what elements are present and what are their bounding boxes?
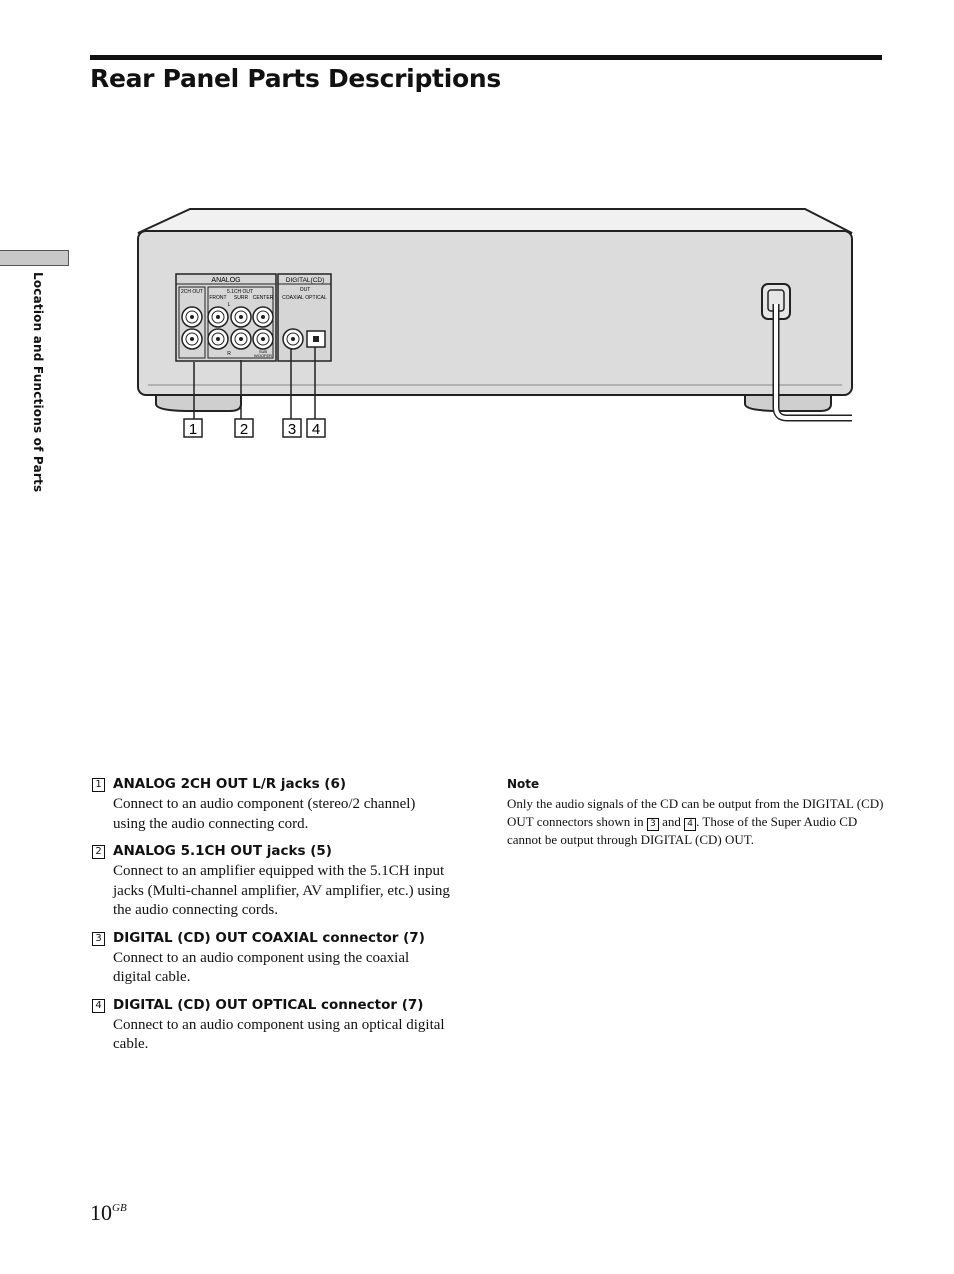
section-tab-label: Location and Functions of Parts	[31, 272, 45, 493]
rear-panel-svg	[130, 200, 860, 450]
out-label: OUT	[299, 287, 311, 293]
surr-label: SURR	[233, 295, 249, 301]
rca-jack[interactable]	[208, 329, 228, 349]
callout-4: 4	[311, 421, 321, 438]
rca-jack[interactable]	[231, 307, 251, 327]
item-number-box: 3	[92, 932, 105, 946]
right-foot	[745, 396, 831, 411]
parts-list	[90, 775, 450, 1063]
item-heading: ANALOG 5.1CH OUT jacks (5)	[113, 843, 332, 859]
callout-2: 2	[239, 421, 249, 438]
unit-top-face	[138, 209, 852, 233]
callout-3: 3	[287, 421, 297, 438]
optical-label: OPTICAL	[305, 295, 327, 301]
item-description: Connect to an audio component (stereo/2 channel) using the audio connecting cord.	[113, 796, 416, 832]
item-heading: ANALOG 2CH OUT L/R jacks (6)	[113, 776, 347, 792]
page-title: Rear Panel Parts Descriptions	[90, 64, 501, 93]
note-heading: Note	[507, 777, 540, 791]
center-label: CENTER	[252, 295, 274, 301]
parts-list-item	[90, 775, 450, 834]
coaxial-label: COAXIAL	[282, 295, 304, 301]
note-text-part2: and	[662, 813, 681, 829]
parts-list-item	[90, 929, 450, 988]
left-channel-label: L	[227, 302, 231, 308]
optical-connector[interactable]	[307, 331, 325, 347]
rca-jack[interactable]	[208, 307, 228, 327]
item-description: Connect to an audio component using an optical digital cable.	[113, 1016, 445, 1052]
woofer-label: WOOFER	[254, 353, 272, 358]
note-ref-box-3: 3	[647, 818, 659, 831]
rca-jack[interactable]	[253, 329, 273, 349]
rca-jack[interactable]	[253, 307, 273, 327]
callout-1: 1	[188, 421, 198, 438]
top-rule	[90, 55, 882, 60]
coaxial-connector[interactable]	[283, 329, 303, 349]
rear-panel-illustration	[130, 200, 860, 455]
note-section	[507, 775, 887, 848]
parts-list-item	[90, 996, 450, 1055]
sub-label: SUB	[258, 349, 268, 354]
item-heading: DIGITAL (CD) OUT COAXIAL connector (7)	[113, 929, 425, 946]
item-description: Connect to an amplifier equipped with the 5.1CH input jacks (Multi-channel amplifier, AV amplifier, etc.) using the audio connecting cords.	[113, 863, 450, 918]
ch51-out-label: 5.1CH OUT	[226, 289, 254, 295]
left-foot	[156, 396, 241, 411]
note-ref-box-4: 4	[684, 818, 696, 831]
page-number	[90, 1200, 127, 1226]
note-body	[507, 795, 887, 848]
parts-list-item	[90, 842, 450, 921]
digital-cd-label: DIGITAL(CD)	[285, 277, 325, 284]
item-number-box: 2	[92, 845, 105, 859]
section-tab-marker	[0, 250, 69, 266]
note-text-part1: Only the audio signals of the CD can be output from the DIGITAL (CD) OUT connectors shown in	[507, 796, 884, 829]
analog-label: ANALOG	[211, 277, 241, 284]
item-number-box: 4	[92, 999, 105, 1013]
front-label: FRONT	[209, 295, 227, 301]
ch2-out-label: 2CH OUT	[181, 289, 203, 295]
page-number-suffix: GB	[112, 1202, 127, 1214]
rca-jack[interactable]	[182, 329, 202, 349]
item-heading: DIGITAL (CD) OUT OPTICAL connector (7)	[113, 996, 424, 1013]
item-number-box: 1	[92, 778, 105, 792]
note-text-part3: . Those of the Super Audio CD cannot be output through DIGITAL (CD) OUT.	[507, 813, 858, 847]
rca-jack[interactable]	[182, 307, 202, 327]
page-number-value: 10	[90, 1200, 112, 1225]
rca-jack[interactable]	[231, 329, 251, 349]
item-description: Connect to an audio component using the coaxial digital cable.	[113, 949, 410, 985]
right-channel-label: R	[227, 351, 231, 357]
